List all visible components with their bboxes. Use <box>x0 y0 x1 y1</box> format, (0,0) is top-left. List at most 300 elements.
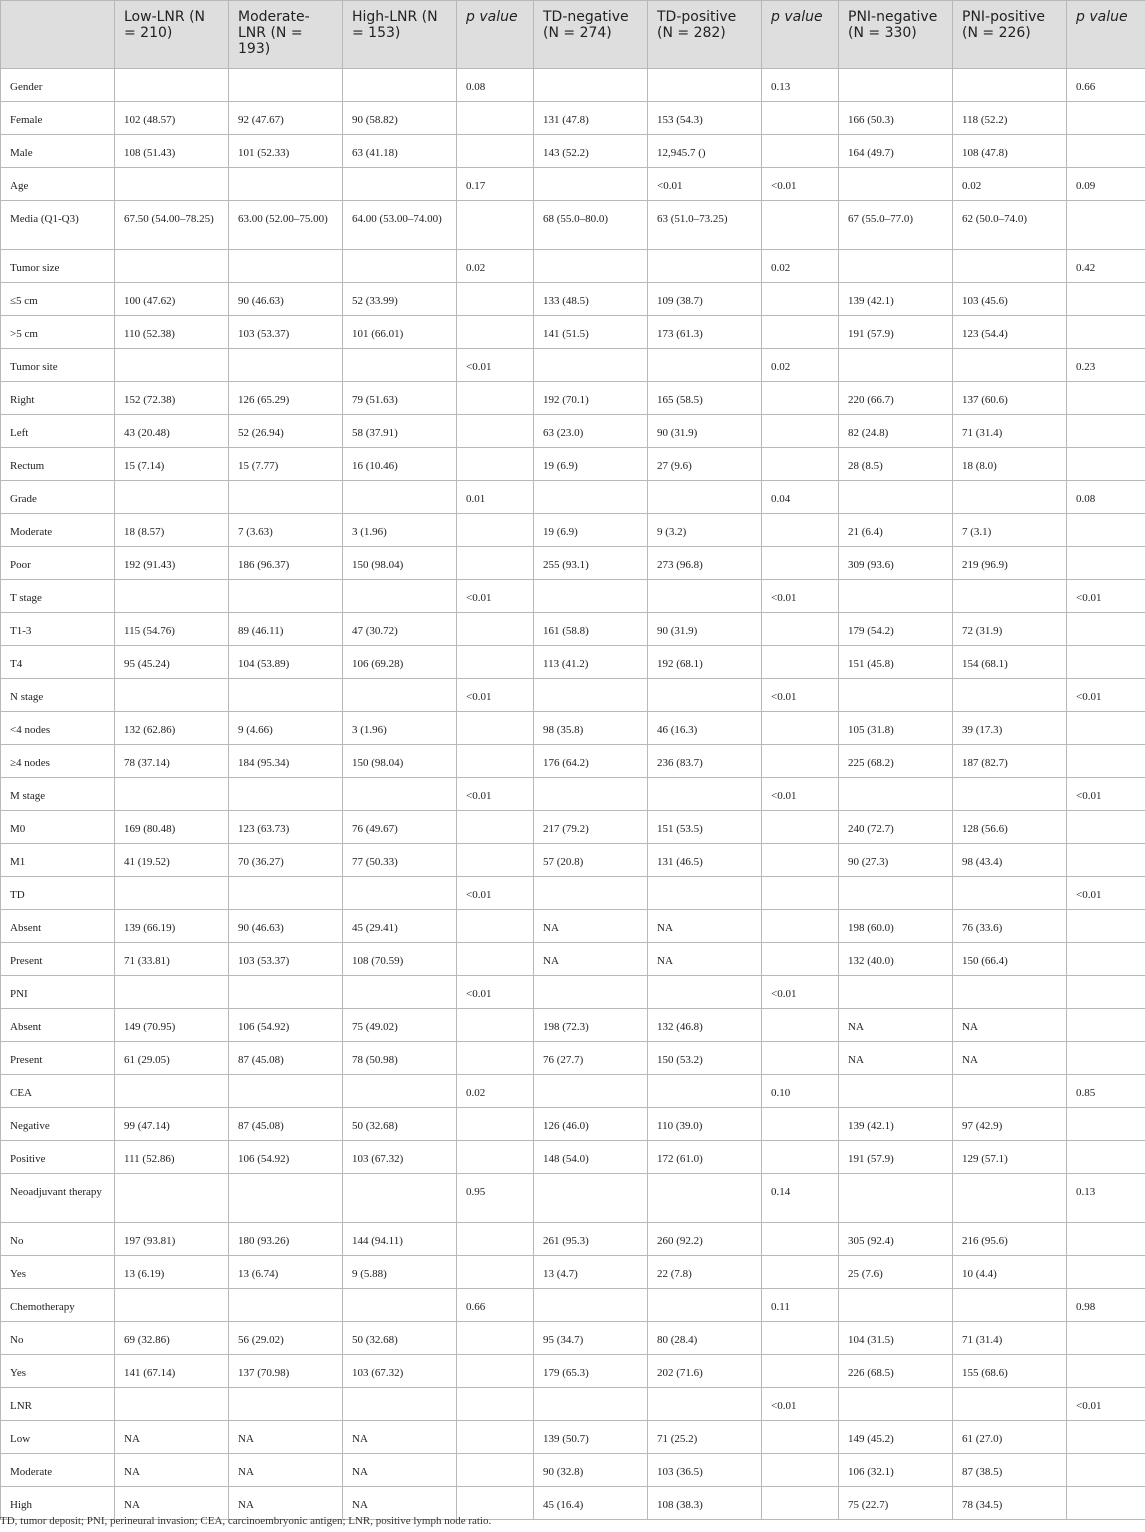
table-cell <box>115 250 229 283</box>
table-row <box>1 943 1145 976</box>
table-cell: 75 (22.7) <box>839 1487 953 1520</box>
table-cell <box>839 1388 953 1421</box>
table-cell: 192 (70.1) <box>534 382 648 415</box>
table-cell: 56 (29.02) <box>229 1322 343 1355</box>
table-cell: 75 (49.02) <box>343 1009 457 1042</box>
table-cell: 13 (6.74) <box>229 1256 343 1289</box>
table-cell: 39 (17.3) <box>953 712 1067 745</box>
table-cell: 139 (66.19) <box>115 910 229 943</box>
table-cell: 150 (98.04) <box>343 547 457 580</box>
table-cell: 198 (60.0) <box>839 910 953 943</box>
table-cell <box>115 168 229 201</box>
table-cell <box>343 349 457 382</box>
table-cell <box>457 943 534 976</box>
table-cell: 179 (54.2) <box>839 613 953 646</box>
table-cell <box>1067 1421 1145 1454</box>
table-cell <box>1067 712 1145 745</box>
table-cell: 131 (46.5) <box>648 844 762 877</box>
table-cell: 139 (50.7) <box>534 1421 648 1454</box>
table-cell: 101 (66.01) <box>343 316 457 349</box>
table-cell: 61 (29.05) <box>115 1042 229 1075</box>
table-cell: 19 (6.9) <box>534 448 648 481</box>
table-cell: 109 (38.7) <box>648 283 762 316</box>
table-cell <box>534 481 648 514</box>
table-cell <box>115 349 229 382</box>
table-cell: 95 (45.24) <box>115 646 229 679</box>
table-cell: 164 (49.7) <box>839 135 953 168</box>
table-cell: 187 (82.7) <box>953 745 1067 778</box>
table-cell: <0.01 <box>457 679 534 712</box>
table-cell: 70 (36.27) <box>229 844 343 877</box>
table-cell <box>457 283 534 316</box>
table-cell: 77 (50.33) <box>343 844 457 877</box>
table-cell: 0.08 <box>1067 481 1145 514</box>
table-header <box>1 1 1145 69</box>
table-cell: 149 (45.2) <box>839 1421 953 1454</box>
table-cell: 103 (53.37) <box>229 943 343 976</box>
table-cell <box>762 844 839 877</box>
table-cell: 118 (52.2) <box>953 102 1067 135</box>
table-cell <box>534 1075 648 1108</box>
table-cell: 149 (70.95) <box>115 1009 229 1042</box>
table-cell: NA <box>648 910 762 943</box>
table-cell <box>343 250 457 283</box>
header-row <box>1 1 1145 69</box>
table-cell <box>839 580 953 613</box>
table-cell <box>229 1388 343 1421</box>
table-cell: 95 (34.7) <box>534 1322 648 1355</box>
row-label-cell: No <box>1 1223 115 1256</box>
row-label-cell: Media (Q1-Q3) <box>1 201 115 250</box>
table-cell <box>1067 547 1145 580</box>
row-label-cell: M1 <box>1 844 115 877</box>
table-cell <box>534 679 648 712</box>
table-cell: 0.66 <box>457 1289 534 1322</box>
table-cell: 64.00 (53.00–74.00) <box>343 201 457 250</box>
table-cell: 90 (58.82) <box>343 102 457 135</box>
table-cell: NA <box>534 943 648 976</box>
table-cell <box>343 778 457 811</box>
row-label-cell: Moderate <box>1 514 115 547</box>
table-cell <box>1067 976 1145 1009</box>
table-cell <box>1067 514 1145 547</box>
table-cell <box>953 877 1067 910</box>
table-cell <box>839 877 953 910</box>
table-cell <box>762 1009 839 1042</box>
table-row <box>1 1009 1145 1042</box>
table-cell <box>762 102 839 135</box>
table-cell: 150 (53.2) <box>648 1042 762 1075</box>
table-cell <box>762 910 839 943</box>
table-cell: 108 (70.59) <box>343 943 457 976</box>
table-cell: 226 (68.5) <box>839 1355 953 1388</box>
table-cell <box>1067 415 1145 448</box>
table-cell <box>839 168 953 201</box>
table-row <box>1 135 1145 168</box>
table-row <box>1 1454 1145 1487</box>
table-cell <box>648 481 762 514</box>
table-row <box>1 69 1145 102</box>
table-cell: 0.02 <box>953 168 1067 201</box>
table-cell: 186 (96.37) <box>229 547 343 580</box>
table-cell: 90 (31.9) <box>648 415 762 448</box>
table-cell: 46 (16.3) <box>648 712 762 745</box>
table-row <box>1 1289 1145 1322</box>
table-row <box>1 580 1145 613</box>
table-cell <box>1067 201 1145 250</box>
header-cell-variable <box>1 1 115 69</box>
row-label-cell: High <box>1 1487 115 1520</box>
header-cell-p-value-pni: p value <box>1067 1 1145 69</box>
row-label-cell: PNI <box>1 976 115 1009</box>
table-cell: 0.17 <box>457 168 534 201</box>
table-cell: 57 (20.8) <box>534 844 648 877</box>
row-label-cell: Low <box>1 1421 115 1454</box>
table-cell: NA <box>343 1487 457 1520</box>
table-cell: 67 (55.0–77.0) <box>839 201 953 250</box>
table-cell: 179 (65.3) <box>534 1355 648 1388</box>
table-cell <box>343 69 457 102</box>
table-cell <box>534 349 648 382</box>
table-cell: 150 (98.04) <box>343 745 457 778</box>
table-cell: 0.02 <box>457 250 534 283</box>
table-cell: 260 (92.2) <box>648 1223 762 1256</box>
table-cell: 0.04 <box>762 481 839 514</box>
row-label-cell: T1-3 <box>1 613 115 646</box>
table-cell: 219 (96.9) <box>953 547 1067 580</box>
table-cell <box>457 910 534 943</box>
table-cell <box>457 201 534 250</box>
table-cell: 192 (91.43) <box>115 547 229 580</box>
table-cell <box>839 976 953 1009</box>
table-cell: 92 (47.67) <box>229 102 343 135</box>
table-cell <box>343 679 457 712</box>
table-cell <box>648 976 762 1009</box>
table-cell <box>953 481 1067 514</box>
table-cell <box>343 1075 457 1108</box>
table-cell: 80 (28.4) <box>648 1322 762 1355</box>
row-label-cell: Absent <box>1 1009 115 1042</box>
table-cell <box>457 415 534 448</box>
row-label-cell: Present <box>1 943 115 976</box>
table-cell: 21 (6.4) <box>839 514 953 547</box>
table-cell <box>229 976 343 1009</box>
table-cell: 25 (7.6) <box>839 1256 953 1289</box>
table-cell <box>839 679 953 712</box>
table-row <box>1 1075 1145 1108</box>
table-cell: 153 (54.3) <box>648 102 762 135</box>
table-cell: 45 (29.41) <box>343 910 457 943</box>
table-cell <box>648 1174 762 1223</box>
table-cell <box>1067 910 1145 943</box>
table-body <box>1 69 1145 1520</box>
table-cell: 79 (51.63) <box>343 382 457 415</box>
table-cell <box>457 1322 534 1355</box>
table-cell: 126 (65.29) <box>229 382 343 415</box>
table-cell <box>1067 811 1145 844</box>
table-row <box>1 514 1145 547</box>
table-row <box>1 1108 1145 1141</box>
row-label-cell: Neoadjuvant therapy <box>1 1174 115 1223</box>
table-cell: 0.02 <box>762 349 839 382</box>
table-cell <box>229 168 343 201</box>
table-cell: <0.01 <box>1067 877 1145 910</box>
table-cell: 78 (34.5) <box>953 1487 1067 1520</box>
table-cell <box>762 547 839 580</box>
table-cell <box>229 1075 343 1108</box>
table-cell: 150 (66.4) <box>953 943 1067 976</box>
table-row <box>1 844 1145 877</box>
table-row <box>1 448 1145 481</box>
table-cell: 240 (72.7) <box>839 811 953 844</box>
table-cell: 0.01 <box>457 481 534 514</box>
table-cell <box>762 613 839 646</box>
table-cell: 43 (20.48) <box>115 415 229 448</box>
table-cell: 123 (54.4) <box>953 316 1067 349</box>
table-cell: 52 (33.99) <box>343 283 457 316</box>
table-cell: 155 (68.6) <box>953 1355 1067 1388</box>
table-row <box>1 1322 1145 1355</box>
table-cell <box>1067 613 1145 646</box>
table-cell: 28 (8.5) <box>839 448 953 481</box>
table-cell <box>534 168 648 201</box>
table-cell: 192 (68.1) <box>648 646 762 679</box>
table-cell <box>457 712 534 745</box>
table-cell: <0.01 <box>1067 1388 1145 1421</box>
table-cell: 148 (54.0) <box>534 1141 648 1174</box>
table-cell <box>762 382 839 415</box>
row-label-cell: T stage <box>1 580 115 613</box>
table-cell <box>762 135 839 168</box>
row-label-cell: TD <box>1 877 115 910</box>
table-cell <box>1067 745 1145 778</box>
table-cell <box>534 976 648 1009</box>
table-cell <box>115 1174 229 1223</box>
table-cell: 63.00 (52.00–75.00) <box>229 201 343 250</box>
table-cell <box>762 1141 839 1174</box>
table-cell <box>534 778 648 811</box>
table-cell <box>229 250 343 283</box>
table-cell: 16 (10.46) <box>343 448 457 481</box>
table-cell: NA <box>534 910 648 943</box>
table-cell: 103 (67.32) <box>343 1355 457 1388</box>
table-cell: 236 (83.7) <box>648 745 762 778</box>
table-cell: 22 (7.8) <box>648 1256 762 1289</box>
table-cell <box>115 976 229 1009</box>
table-cell: 180 (93.26) <box>229 1223 343 1256</box>
table-cell: 169 (80.48) <box>115 811 229 844</box>
table-cell: 151 (53.5) <box>648 811 762 844</box>
table-cell <box>1067 844 1145 877</box>
table-cell <box>534 877 648 910</box>
table-cell: 90 (32.8) <box>534 1454 648 1487</box>
table-row <box>1 910 1145 943</box>
table-row <box>1 349 1145 382</box>
row-label-cell: Negative <box>1 1108 115 1141</box>
table-cell: 191 (57.9) <box>839 316 953 349</box>
table-cell <box>1067 1042 1145 1075</box>
table-cell <box>457 448 534 481</box>
table-cell: 12,945.7 () <box>648 135 762 168</box>
table-cell <box>1067 1487 1145 1520</box>
table-cell <box>115 1075 229 1108</box>
table-row <box>1 415 1145 448</box>
table-cell <box>1067 1355 1145 1388</box>
table-cell: 61 (27.0) <box>953 1421 1067 1454</box>
table-row <box>1 679 1145 712</box>
table-cell: NA <box>115 1487 229 1520</box>
row-label-cell: CEA <box>1 1075 115 1108</box>
table-cell: 76 (49.67) <box>343 811 457 844</box>
table-cell: 128 (56.6) <box>953 811 1067 844</box>
table-cell <box>343 877 457 910</box>
table-cell: 154 (68.1) <box>953 646 1067 679</box>
row-label-cell: Rectum <box>1 448 115 481</box>
table-cell: 63 (23.0) <box>534 415 648 448</box>
table-cell <box>1067 1108 1145 1141</box>
table-cell: NA <box>229 1421 343 1454</box>
table-cell: 139 (42.1) <box>839 1108 953 1141</box>
table-cell <box>762 448 839 481</box>
table-cell: 105 (31.8) <box>839 712 953 745</box>
table-cell: <0.01 <box>457 580 534 613</box>
table-cell: <0.01 <box>1067 679 1145 712</box>
row-label-cell: Present <box>1 1042 115 1075</box>
table-cell <box>457 135 534 168</box>
table-cell: 137 (70.98) <box>229 1355 343 1388</box>
table-cell <box>229 349 343 382</box>
table-cell <box>457 514 534 547</box>
table-cell: 0.42 <box>1067 250 1145 283</box>
table-cell <box>953 250 1067 283</box>
table-cell <box>953 1388 1067 1421</box>
table-cell: 10 (4.4) <box>953 1256 1067 1289</box>
table-cell: 7 (3.1) <box>953 514 1067 547</box>
table-cell <box>839 349 953 382</box>
table-cell: 0.11 <box>762 1289 839 1322</box>
table-cell: 106 (54.92) <box>229 1141 343 1174</box>
table-row <box>1 1223 1145 1256</box>
row-label-cell: Gender <box>1 69 115 102</box>
table-cell <box>1067 1256 1145 1289</box>
row-label-cell: ≤5 cm <box>1 283 115 316</box>
table-cell <box>648 349 762 382</box>
table-cell: NA <box>229 1454 343 1487</box>
table-cell: 90 (31.9) <box>648 613 762 646</box>
table-cell <box>534 1289 648 1322</box>
table-cell <box>839 69 953 102</box>
table-cell <box>229 679 343 712</box>
row-label-cell: LNR <box>1 1388 115 1421</box>
table-cell <box>839 1075 953 1108</box>
table-cell <box>534 69 648 102</box>
table-cell: 139 (42.1) <box>839 283 953 316</box>
table-cell: 106 (32.1) <box>839 1454 953 1487</box>
row-label-cell: Absent <box>1 910 115 943</box>
table-cell <box>648 69 762 102</box>
table-row <box>1 976 1145 1009</box>
table-cell: 129 (57.1) <box>953 1141 1067 1174</box>
table-cell <box>648 250 762 283</box>
table-cell: 216 (95.6) <box>953 1223 1067 1256</box>
table-cell: <0.01 <box>762 168 839 201</box>
table-cell: 110 (39.0) <box>648 1108 762 1141</box>
table-cell: <0.01 <box>1067 580 1145 613</box>
row-label-cell: Age <box>1 168 115 201</box>
header-cell-td-positive: TD-positive (N = 282) <box>648 1 762 69</box>
table-cell <box>648 1075 762 1108</box>
table-cell <box>762 1042 839 1075</box>
table-cell: 0.14 <box>762 1174 839 1223</box>
header-cell-moderate-lnr: Moderate-LNR (N = 193) <box>229 1 343 69</box>
table-cell: 152 (72.38) <box>115 382 229 415</box>
table-cell: 71 (31.4) <box>953 1322 1067 1355</box>
table-cell: 63 (51.0–73.25) <box>648 201 762 250</box>
table-cell: 0.98 <box>1067 1289 1145 1322</box>
table-cell <box>343 1174 457 1223</box>
header-cell-td-negative: TD-negative (N = 274) <box>534 1 648 69</box>
table-cell: 69 (32.86) <box>115 1322 229 1355</box>
table-cell: 161 (58.8) <box>534 613 648 646</box>
header-cell-high-lnr: High-LNR (N = 153) <box>343 1 457 69</box>
table-cell: 90 (27.3) <box>839 844 953 877</box>
row-label-cell: Moderate <box>1 1454 115 1487</box>
table-row <box>1 382 1145 415</box>
table-cell: 110 (52.38) <box>115 316 229 349</box>
table-footnote: TD, tumor deposit; PNI, perineural invasion; CEA, carcinoembryonic antigen; LNR, positive lymph node ratio. <box>0 1515 492 1527</box>
table-cell <box>457 1042 534 1075</box>
table-cell: 106 (54.92) <box>229 1009 343 1042</box>
table-cell <box>953 976 1067 1009</box>
table-cell <box>1067 943 1145 976</box>
table-cell <box>115 1289 229 1322</box>
table-cell: 104 (31.5) <box>839 1322 953 1355</box>
table-cell <box>343 1388 457 1421</box>
table-cell: 76 (33.6) <box>953 910 1067 943</box>
table-cell <box>457 1223 534 1256</box>
table-cell <box>648 1289 762 1322</box>
table-cell <box>953 1174 1067 1223</box>
row-label-cell: Poor <box>1 547 115 580</box>
table-cell <box>534 1388 648 1421</box>
table-cell <box>762 283 839 316</box>
table-cell <box>648 1388 762 1421</box>
row-label-cell: Female <box>1 102 115 135</box>
table-cell: 0.09 <box>1067 168 1145 201</box>
table-cell: NA <box>953 1009 1067 1042</box>
row-label-cell: M0 <box>1 811 115 844</box>
table-cell: NA <box>953 1042 1067 1075</box>
table-cell <box>115 580 229 613</box>
table-cell: 9 (4.66) <box>229 712 343 745</box>
table-cell <box>229 1174 343 1223</box>
table-cell: 261 (95.3) <box>534 1223 648 1256</box>
table-cell <box>115 69 229 102</box>
table-cell <box>1067 1223 1145 1256</box>
table-row <box>1 481 1145 514</box>
table-cell <box>457 547 534 580</box>
table-row <box>1 1421 1145 1454</box>
table-cell <box>534 250 648 283</box>
table-row <box>1 613 1145 646</box>
table-cell <box>762 1108 839 1141</box>
table-row <box>1 1256 1145 1289</box>
table-cell <box>457 1355 534 1388</box>
table-cell <box>457 316 534 349</box>
table-cell <box>762 415 839 448</box>
table-cell <box>648 877 762 910</box>
table-cell <box>457 1421 534 1454</box>
